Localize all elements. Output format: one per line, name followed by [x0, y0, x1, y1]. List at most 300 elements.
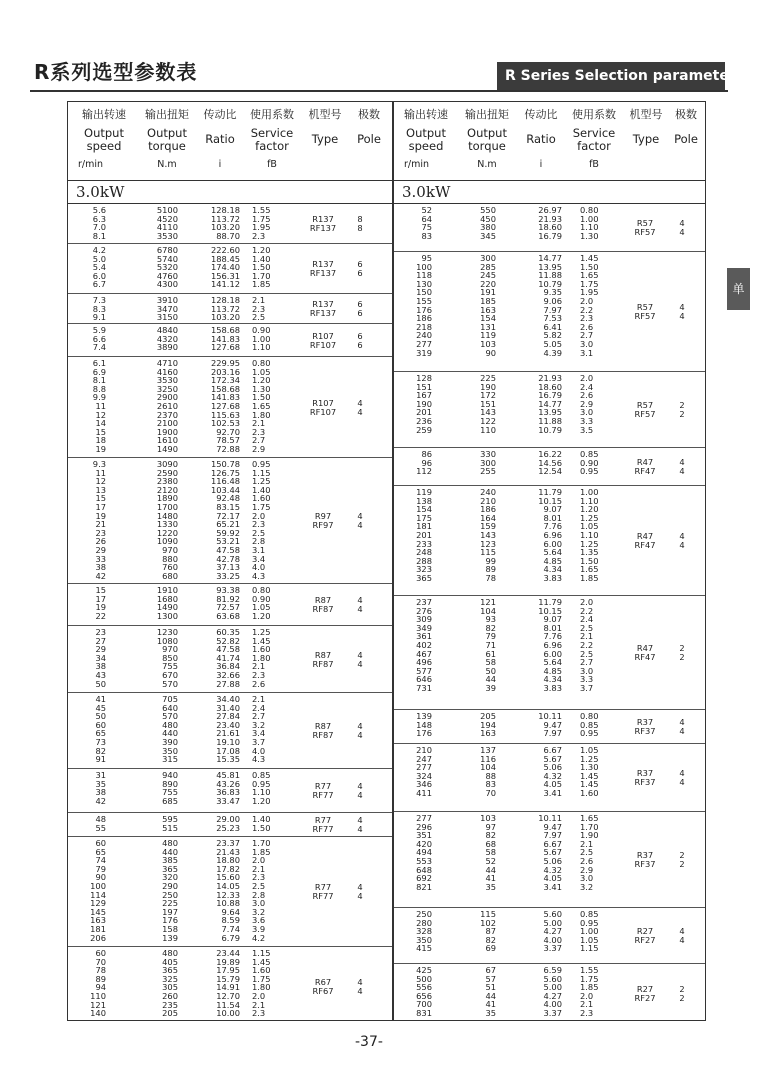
- cell-speed: 27: [95, 635, 106, 646]
- cell-torque: 103: [480, 813, 496, 823]
- cell-pole: 2: [679, 408, 685, 419]
- cell-torque: 143: [480, 529, 496, 540]
- table-header: [394, 102, 705, 181]
- cell-torque: 4710: [156, 358, 178, 368]
- cell-torque: 1490: [156, 443, 178, 454]
- cell-speed: 280: [416, 917, 432, 928]
- cell-ratio: 37.13: [216, 562, 240, 573]
- cell-pole: 6: [357, 267, 363, 278]
- cell-sf: 1.75: [252, 213, 271, 224]
- column-type: [300, 978, 346, 995]
- cell-sf: 3.5: [580, 424, 594, 435]
- cell-sf: 2.5: [252, 880, 266, 891]
- row-group: [68, 837, 392, 947]
- cell-torque: 35: [485, 1007, 496, 1018]
- cell-torque: 104: [480, 762, 496, 773]
- cell-ratio: 7.53: [543, 313, 562, 324]
- cell-speed: 83: [421, 230, 432, 241]
- cell-torque: 44: [485, 864, 496, 875]
- cell-ratio: 81.92: [216, 593, 240, 604]
- cell-sf: 1.45: [252, 956, 271, 967]
- cell-speed: 91: [95, 754, 106, 765]
- cell-ratio: 4.34: [543, 564, 562, 575]
- cell-ratio: 10.88: [216, 898, 240, 909]
- cell-sf: 0.95: [580, 466, 599, 477]
- cell-ratio: 27.88: [216, 678, 240, 689]
- row-group: [68, 693, 392, 769]
- column-torque: [138, 359, 178, 454]
- cell-sf: 1.85: [252, 846, 271, 857]
- cell-sf: 2.6: [580, 390, 594, 401]
- column-speed: [72, 815, 106, 832]
- cell-speed: 259: [416, 424, 432, 435]
- column-speed: [398, 712, 432, 738]
- cell-speed: 656: [416, 990, 432, 1001]
- cell-torque: 970: [162, 544, 178, 555]
- cell-torque: 680: [162, 570, 178, 581]
- column-speed: [398, 206, 432, 240]
- column-ratio: [196, 695, 240, 764]
- column-sf: [580, 712, 610, 738]
- cell-type: R77: [314, 882, 332, 892]
- cell-sf: 0.80: [252, 358, 271, 368]
- header-ratio: 传动比 Ratio i: [524, 108, 558, 170]
- cell-torque: 330: [480, 449, 496, 459]
- cell-sf: 1.40: [252, 253, 271, 264]
- column-torque: [138, 586, 178, 620]
- column-sf: [252, 695, 282, 764]
- cell-torque: 1090: [156, 536, 178, 547]
- cell-torque: 58: [485, 657, 496, 668]
- cell-torque: 163: [480, 304, 496, 315]
- cell-speed: 13: [95, 484, 106, 495]
- cell-speed: 43: [95, 669, 106, 680]
- column-type: [300, 883, 346, 900]
- cell-pole: 4: [679, 465, 685, 476]
- cell-sf: 1.05: [252, 366, 271, 377]
- cell-sf: 1.10: [580, 222, 599, 233]
- cell-sf: 2.3: [252, 426, 266, 437]
- cell-ratio: 21.43: [216, 846, 240, 857]
- cell-pole: 6: [357, 307, 363, 318]
- column-ratio: [522, 206, 562, 240]
- cell-pole: 4: [357, 729, 363, 740]
- cell-ratio: 27.84: [216, 711, 240, 722]
- column-ratio: [522, 910, 562, 953]
- cell-sf: 2.0: [252, 855, 266, 866]
- cell-torque: 90: [485, 347, 496, 358]
- column-type: [622, 927, 668, 944]
- cell-speed: 276: [416, 605, 432, 616]
- cell-ratio: 14.77: [538, 398, 562, 409]
- column-ratio: [522, 598, 562, 693]
- cell-pole: 4: [679, 725, 685, 736]
- cell-speed: 60: [95, 838, 106, 848]
- cell-ratio: 72.17: [216, 510, 240, 521]
- cell-ratio: 4.27: [543, 990, 562, 1001]
- row-group: [68, 947, 392, 1027]
- cell-ratio: 127.68: [210, 400, 240, 411]
- cell-sf: 2.7: [252, 435, 266, 446]
- cell-torque: 1220: [156, 527, 178, 538]
- column-type: [300, 512, 346, 529]
- cell-type: R37: [636, 850, 654, 860]
- cell-ratio: 7.74: [221, 923, 240, 934]
- cell-sf: 1.65: [580, 270, 599, 281]
- cell-ratio: 31.40: [216, 702, 240, 713]
- cell-torque: 350: [162, 745, 178, 756]
- cell-sf: 1.30: [580, 230, 599, 241]
- row-group: [394, 448, 705, 486]
- cell-torque: 3250: [156, 383, 178, 394]
- column-type: [622, 985, 668, 1002]
- cell-torque: 1080: [156, 635, 178, 646]
- cell-pole: 4: [679, 457, 685, 467]
- cell-sf: 1.75: [580, 278, 599, 289]
- cell-ratio: 78.57: [216, 435, 240, 446]
- cell-ratio: 17.08: [216, 745, 240, 756]
- side-tab[interactable]: 单级: [727, 268, 750, 310]
- cell-sf: 2.3: [252, 872, 266, 883]
- cell-torque: 240: [480, 487, 496, 497]
- cell-torque: 69: [485, 943, 496, 954]
- cell-torque: 405: [162, 956, 178, 967]
- column-type: [622, 769, 668, 786]
- row-group: [68, 204, 392, 244]
- cell-torque: 205: [480, 711, 496, 721]
- cell-speed: 319: [416, 347, 432, 358]
- cell-torque: 480: [162, 948, 178, 958]
- column-ratio: [522, 712, 562, 738]
- cell-ratio: 92.70: [216, 426, 240, 437]
- cell-sf: 0.95: [580, 728, 599, 739]
- header-speed: 输出转速 Output speed r/min: [78, 108, 126, 170]
- title-rule: [30, 90, 728, 92]
- cell-type: RF77: [312, 789, 334, 800]
- cell-speed: 155: [416, 295, 432, 306]
- cell-sf: 2.9: [580, 398, 594, 409]
- cell-sf: 2.0: [580, 295, 594, 306]
- cell-speed: 29: [95, 544, 106, 555]
- cell-speed: 411: [416, 787, 432, 798]
- cell-ratio: 92.48: [216, 493, 240, 504]
- cell-ratio: 42.78: [216, 553, 240, 564]
- cell-sf: 0.85: [252, 770, 271, 780]
- cell-torque: 205: [162, 1008, 178, 1019]
- cell-torque: 570: [162, 678, 178, 689]
- row-group: [394, 596, 705, 710]
- cell-ratio: 5.06: [543, 855, 562, 866]
- cell-speed: 119: [416, 487, 432, 497]
- cell-pole: 8: [357, 222, 363, 233]
- cell-sf: 1.75: [580, 973, 599, 984]
- cell-sf: 1.25: [252, 627, 271, 637]
- cell-sf: 1.35: [580, 547, 599, 558]
- cell-ratio: 3.41: [543, 787, 562, 798]
- cell-type: RF137: [309, 307, 337, 318]
- cell-speed: 5.0: [92, 253, 106, 264]
- cell-torque: 35: [485, 881, 496, 892]
- column-type: [300, 300, 346, 317]
- column-torque: [138, 815, 178, 832]
- cell-speed: 94: [95, 982, 106, 993]
- cell-type: R67: [314, 977, 332, 987]
- cell-torque: 83: [485, 779, 496, 790]
- column-pole: [350, 978, 370, 995]
- column-speed: [72, 326, 106, 352]
- cell-ratio: 26.97: [538, 205, 562, 215]
- cell-ratio: 10.79: [538, 424, 562, 435]
- cell-ratio: 11.79: [538, 597, 562, 607]
- cell-sf: 1.05: [252, 602, 271, 613]
- column-pole: [672, 851, 692, 868]
- cell-sf: 2.1: [252, 863, 266, 874]
- cell-speed: 350: [416, 934, 432, 945]
- cell-sf: 1.00: [580, 213, 599, 224]
- column-ratio: [522, 488, 562, 583]
- column-type: [622, 644, 668, 661]
- column-sf: [580, 966, 610, 1018]
- cell-ratio: 15.35: [216, 754, 240, 765]
- cell-torque: 970: [162, 644, 178, 655]
- cell-sf: 2.3: [580, 1007, 594, 1018]
- cell-type: RF57: [634, 408, 656, 419]
- cell-sf: 0.95: [580, 917, 599, 928]
- cell-type: RF47: [634, 539, 656, 550]
- cell-torque: 103: [480, 338, 496, 349]
- column-torque: [462, 254, 496, 357]
- column-pole: [672, 303, 692, 320]
- column-sf: [252, 460, 282, 580]
- cell-type: RF87: [312, 603, 334, 614]
- cell-speed: 201: [416, 529, 432, 540]
- column-pole: [672, 458, 692, 475]
- column-speed: [398, 254, 432, 357]
- column-ratio: [196, 839, 240, 942]
- page-number: -37-: [355, 1034, 383, 1050]
- cell-sf: 1.45: [252, 635, 271, 646]
- cell-sf: 1.60: [252, 965, 271, 976]
- cell-speed: 6.6: [92, 333, 106, 344]
- cell-pole: 2: [679, 992, 685, 1003]
- cell-ratio: 4.00: [543, 999, 562, 1010]
- cell-type: RF107: [309, 339, 337, 350]
- cell-sf: 1.10: [580, 495, 599, 506]
- cell-ratio: 9.64: [221, 906, 240, 917]
- cell-torque: 4760: [156, 270, 178, 281]
- cell-sf: 3.3: [580, 415, 594, 426]
- cell-type: R87: [314, 595, 332, 605]
- cell-ratio: 4.32: [543, 770, 562, 781]
- column-torque: [138, 460, 178, 580]
- row-group: [394, 252, 705, 372]
- cell-ratio: 188.45: [210, 253, 240, 264]
- cell-torque: 176: [162, 915, 178, 926]
- cell-sf: 2.3: [252, 669, 266, 680]
- cell-speed: 19: [95, 602, 106, 613]
- cell-sf: 2.1: [252, 999, 266, 1010]
- cell-ratio: 103.44: [210, 484, 240, 495]
- cell-type: R87: [314, 650, 332, 660]
- cell-speed: 181: [416, 521, 432, 532]
- cell-ratio: 4.85: [543, 665, 562, 676]
- cell-ratio: 10.11: [538, 813, 562, 823]
- cell-torque: 58: [485, 847, 496, 858]
- column-speed: [398, 374, 432, 434]
- cell-pole: 6: [357, 331, 363, 341]
- cell-torque: 190: [480, 381, 496, 392]
- cell-torque: 194: [480, 719, 496, 730]
- header-torque: 输出扭矩 Output torque N.m: [145, 108, 189, 170]
- cell-ratio: 21.93: [538, 213, 562, 224]
- cell-speed: 38: [95, 661, 106, 672]
- row-group: [394, 372, 705, 448]
- cell-sf: 2.1: [252, 418, 266, 429]
- cell-type: RF47: [634, 465, 656, 476]
- cell-ratio: 53.21: [216, 536, 240, 547]
- cell-torque: 143: [480, 407, 496, 418]
- cell-type: RF77: [312, 823, 334, 834]
- cell-torque: 290: [162, 880, 178, 891]
- column-ratio: [196, 296, 240, 322]
- cell-sf: 1.85: [580, 572, 599, 583]
- cell-speed: 175: [416, 512, 432, 523]
- cell-pole: 4: [357, 789, 363, 800]
- cell-speed: 7.3: [92, 295, 106, 305]
- cell-speed: 425: [416, 965, 432, 975]
- column-sf: [252, 628, 282, 688]
- cell-type: RF67: [312, 985, 334, 996]
- cell-speed: 74: [95, 855, 106, 866]
- column-sf: [252, 206, 282, 240]
- column-pole: [350, 300, 370, 317]
- cell-sf: 4.2: [252, 932, 266, 943]
- cell-torque: 115: [480, 909, 496, 919]
- row-group: [68, 584, 392, 626]
- cell-torque: 850: [162, 652, 178, 663]
- cell-type: RF57: [634, 226, 656, 237]
- column-ratio: [196, 628, 240, 688]
- column-type: [300, 596, 346, 613]
- cell-speed: 23: [95, 527, 106, 538]
- header-speed: 输出转速 Output speed r/min: [404, 108, 448, 170]
- cell-pole: 4: [679, 226, 685, 237]
- cell-torque: 640: [162, 702, 178, 713]
- cell-speed: 467: [416, 648, 432, 659]
- cell-speed: 692: [416, 873, 432, 884]
- cell-speed: 500: [416, 973, 432, 984]
- cell-ratio: 102.53: [210, 418, 240, 429]
- cell-ratio: 7.97: [543, 830, 562, 841]
- cell-speed: 309: [416, 614, 432, 625]
- column-torque: [138, 839, 178, 942]
- cell-torque: 71: [485, 639, 496, 650]
- right-table: [393, 101, 706, 1021]
- cell-torque: 515: [162, 822, 178, 833]
- column-pole: [672, 401, 692, 418]
- cell-torque: 1680: [156, 593, 178, 604]
- cell-speed: 29: [95, 644, 106, 655]
- cell-type: RF87: [312, 729, 334, 740]
- cell-type: R47: [636, 643, 654, 653]
- cell-speed: 181: [90, 923, 106, 934]
- cell-pole: 4: [679, 934, 685, 945]
- cell-torque: 5740: [156, 253, 178, 264]
- cell-speed: 494: [416, 847, 432, 858]
- cell-sf: 2.3: [580, 313, 594, 324]
- cell-torque: 685: [162, 795, 178, 806]
- cell-ratio: 128.18: [210, 295, 240, 305]
- cell-torque: 122: [480, 415, 496, 426]
- cell-torque: 390: [162, 736, 178, 747]
- cell-sf: 4.0: [252, 562, 266, 573]
- power-label: 3.0kW: [394, 181, 705, 204]
- cell-ratio: 141.12: [210, 279, 240, 290]
- cell-type: RF37: [634, 858, 656, 869]
- column-sf: [252, 246, 282, 289]
- cell-sf: 1.15: [252, 467, 271, 478]
- cell-ratio: 6.67: [543, 745, 562, 755]
- cell-sf: 1.40: [252, 814, 271, 824]
- cell-sf: 2.0: [580, 597, 594, 607]
- cell-pole: 2: [679, 858, 685, 869]
- cell-sf: 1.95: [580, 287, 599, 298]
- cell-sf: 0.90: [580, 457, 599, 468]
- cell-ratio: 23.40: [216, 719, 240, 730]
- cell-torque: 2590: [156, 467, 178, 478]
- cell-torque: 1700: [156, 501, 178, 512]
- cell-sf: 2.1: [252, 694, 266, 704]
- cell-speed: 15: [95, 493, 106, 504]
- cell-sf: 1.85: [580, 982, 599, 993]
- cell-torque: 50: [485, 665, 496, 676]
- cell-speed: 78: [95, 965, 106, 976]
- column-sf: [252, 359, 282, 454]
- cell-sf: 4.3: [252, 754, 266, 765]
- header-factor: 使用系数 Service factor fB: [572, 108, 616, 170]
- cell-speed: 130: [416, 278, 432, 289]
- cell-sf: 1.95: [252, 222, 271, 233]
- cell-ratio: 43.26: [216, 778, 240, 789]
- column-ratio: [196, 206, 240, 240]
- cell-speed: 38: [95, 562, 106, 573]
- cell-torque: 185: [480, 295, 496, 306]
- cell-torque: 1230: [156, 627, 178, 637]
- cell-ratio: 32.66: [216, 669, 240, 680]
- cell-speed: 5.9: [92, 325, 106, 335]
- cell-torque: 320: [162, 872, 178, 883]
- column-torque: [138, 296, 178, 322]
- cell-torque: 67: [485, 965, 496, 975]
- cell-torque: 380: [480, 222, 496, 233]
- cell-sf: 2.5: [580, 847, 594, 858]
- column-pole: [350, 399, 370, 416]
- cell-torque: 52: [485, 855, 496, 866]
- cell-torque: 2900: [156, 392, 178, 403]
- cell-torque: 3470: [156, 303, 178, 314]
- cell-ratio: 229.95: [210, 358, 240, 368]
- cell-speed: 210: [416, 745, 432, 755]
- cell-sf: 4.3: [252, 570, 266, 581]
- cell-speed: 42: [95, 570, 106, 581]
- cell-speed: 8.1: [92, 230, 106, 241]
- cell-type: R137: [312, 259, 334, 269]
- cell-type: RF137: [309, 222, 337, 233]
- cell-sf: 1.50: [252, 262, 271, 273]
- cell-sf: 2.6: [580, 855, 594, 866]
- column-torque: [462, 966, 496, 1018]
- cell-sf: 2.4: [580, 614, 594, 625]
